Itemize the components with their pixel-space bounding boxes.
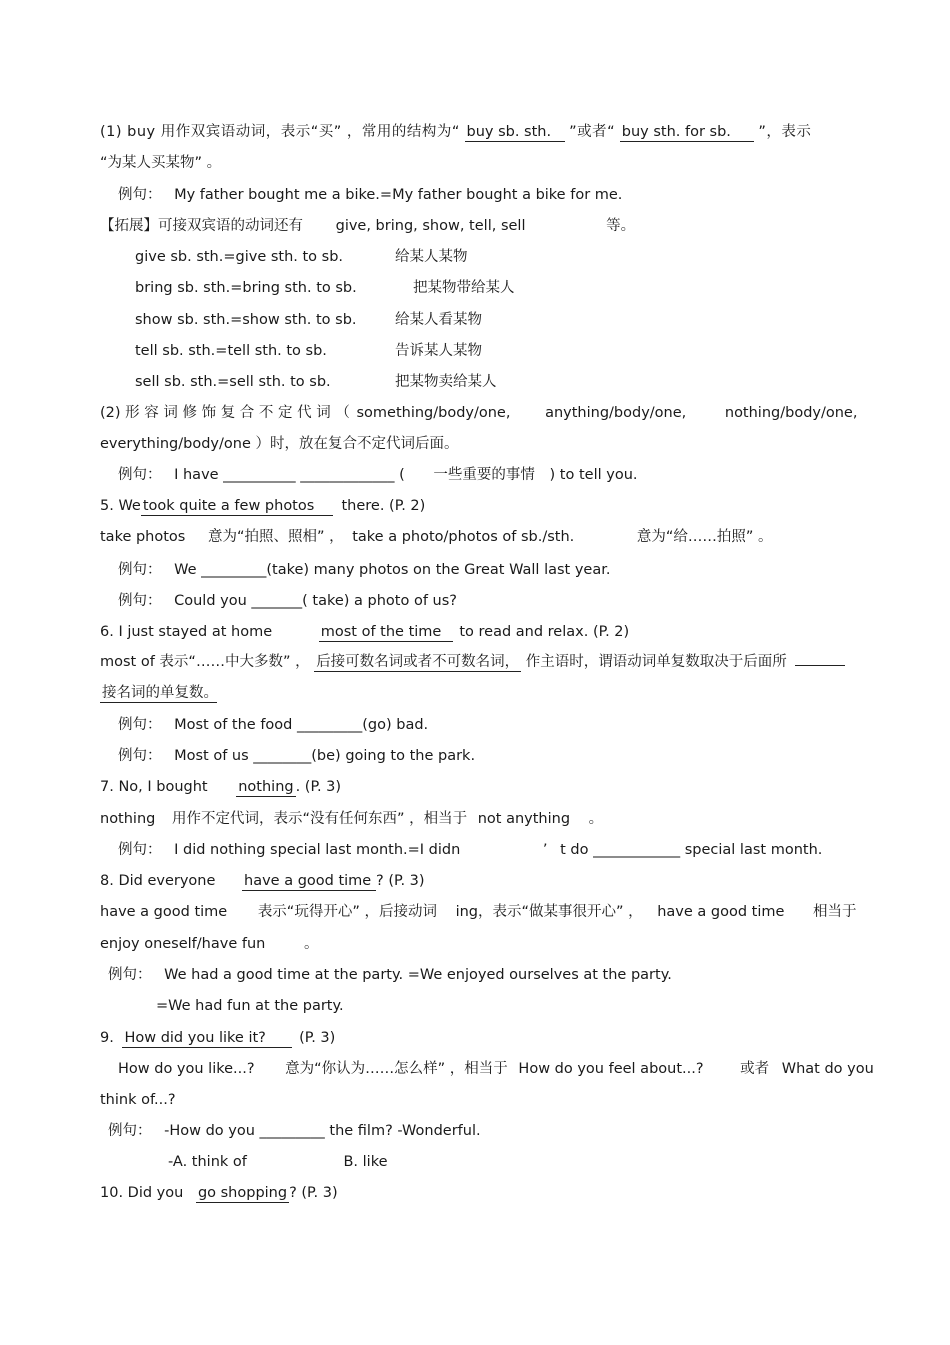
example-text: -How do you _________ the film? -Wonderful.	[164, 1123, 481, 1139]
example-text: Most of the food _________(go) bad.	[174, 717, 429, 733]
nothing-rule-end: 。	[588, 811, 604, 827]
item-8-start: 8. Did everyone	[100, 873, 216, 889]
most-of-underlined-rule: 后接可数名词或者不可数名词，	[316, 654, 520, 670]
options-line	[168, 1152, 388, 1172]
extension-verbs: give, bring, show, tell, sell	[335, 218, 526, 234]
most-of-rule-cont: 作主语时，谓语动词单复数取决于后面所	[525, 654, 787, 670]
item-6-start: 6. I just stayed at home	[100, 624, 273, 640]
phrase-enjoy-oneself: enjoy oneself/have fun	[100, 936, 266, 952]
rule-underline-tail	[795, 665, 845, 666]
adjective-rule-intro: (2) 形 容 词 修 饰 复 合 不 定 代 词 （	[100, 405, 350, 421]
example-blank-text: I have __________ _____________ (	[174, 467, 405, 483]
adjective-rule-line	[100, 403, 857, 423]
item-8-end: ? (P. 3)	[376, 873, 425, 889]
phrase-how-do-you-feel-about: How do you feel about...?	[518, 1061, 704, 1077]
example-label: 例句：	[118, 593, 162, 609]
take-a-photo-meaning: 意为“给……拍照” 。	[636, 529, 773, 545]
phrase-what-do-you: What do you	[781, 1061, 874, 1077]
example-label: 例句：	[118, 467, 162, 483]
example-most-1	[118, 715, 428, 735]
apostrophe: ’	[542, 842, 548, 858]
pair-bring-cn: 把某物带给某人	[413, 280, 515, 296]
example-label: 例句：	[118, 748, 162, 764]
most-of-intro: most of 表示“……中大多数” ，	[100, 654, 310, 670]
answer-most-of-the-time: most of the time	[319, 623, 453, 642]
item-7-start: 7. No, I bought	[100, 779, 208, 795]
answer-have-a-good-time: have a good time	[242, 872, 376, 891]
extension-line	[100, 216, 635, 236]
example-text: We had a good time at the party. =We enjoyed ourselves at the party.	[164, 967, 672, 983]
pair-show-en: show sb. sth.=show sth. to sb.	[135, 312, 357, 328]
pair-give-cn: 给某人某物	[395, 249, 468, 265]
item-7-line	[100, 777, 341, 797]
phrase-take-a-photo-of: take a photo/photos of sb./sth.	[352, 529, 575, 545]
pair-show-cn: 给某人看某物	[395, 312, 482, 328]
item-6-end: to read and relax. (P. 2)	[459, 624, 630, 640]
example-label: 例句：	[108, 1123, 152, 1139]
take-photos-meaning: 意为“拍照、照相” ，	[207, 529, 344, 545]
phrase-have-a-good-time: have a good time	[100, 904, 228, 920]
item-5-start: 5. We	[100, 498, 141, 514]
extension-label: 【拓展】可接双宾语的动词还有	[100, 218, 303, 234]
enjoy-oneself-line	[100, 934, 318, 954]
example-good-time	[108, 965, 672, 985]
pair-tell-cn: 告诉某人某物	[395, 343, 482, 359]
have-good-time-rule-line	[100, 902, 857, 922]
meaning-lead: ”，表示	[758, 124, 812, 140]
example-hint: 一些重要的事情	[433, 467, 535, 483]
enjoy-end: 。	[303, 936, 319, 952]
example-text: I did nothing special last month.=I didn	[174, 842, 461, 858]
option-a: -A. think of	[168, 1154, 247, 1170]
how-like-rule-line	[118, 1059, 874, 1079]
answer-how-did-you-like-it: How did you like it?	[122, 1029, 292, 1048]
nothing-rule-line	[100, 809, 603, 829]
answer-took-photos: took quite a few photos	[141, 497, 333, 516]
buy-rule-line	[100, 122, 811, 142]
equivalent-label: 相当于	[813, 904, 857, 920]
buy-meaning-line: “为某人买某物” 。	[100, 155, 222, 171]
item-10-end: ? (P. 3)	[289, 1185, 338, 1201]
item-10-start: 10. Did you	[100, 1185, 184, 1201]
example-most-2	[118, 746, 475, 766]
answer-buy-sth-for-sb: buy sth. for sb.	[620, 123, 754, 142]
item-9-end: (P. 3)	[299, 1030, 336, 1046]
pair-show	[135, 310, 482, 330]
item-8-line	[100, 871, 425, 891]
item-5-end: there. (P. 2)	[341, 498, 426, 514]
phrase-have-a-good-time-2: have a good time	[657, 904, 785, 920]
item-6-line	[100, 622, 629, 642]
think-of-line: think of...?	[100, 1092, 176, 1108]
most-of-line	[100, 652, 845, 672]
adjective-rule-end: everything/body/one ）时，放在复合不定代词后面。	[100, 436, 459, 452]
pair-give	[135, 247, 468, 267]
buy-rule-intro: (1) buy 用作双宾语动词，表示“买” ，常用的结构为“	[100, 124, 460, 140]
phrase-take-photos: take photos	[100, 529, 186, 545]
take-photos-line	[100, 527, 773, 547]
pair-tell-en: tell sb. sth.=tell sth. to sb.	[135, 343, 327, 359]
have-good-time-ing: ing，表示“做某事很开心” ，	[455, 904, 643, 920]
example-text-cont: t do ____________ special last month.	[560, 842, 823, 858]
word-nothing: nothing	[100, 811, 156, 827]
pronoun-something: something/body/one,	[356, 405, 511, 421]
answer-go-shopping: go shopping	[197, 1185, 288, 1201]
example-nothing	[118, 840, 822, 860]
nothing-rule: 用作不定代词，表示“没有任何东西” ，相当于	[171, 811, 468, 827]
example-good-time-cont: =We had fun at the party.	[156, 998, 344, 1014]
example-buy	[118, 185, 622, 205]
how-like-meaning: 意为“你认为……怎么样” ，相当于	[285, 1061, 508, 1077]
option-b: B. like	[343, 1154, 388, 1170]
example-label: 例句：	[118, 842, 162, 858]
item-5-line	[100, 496, 425, 516]
or-label: 或者	[740, 1061, 770, 1077]
pair-bring	[135, 278, 515, 298]
or-text: ”或者“	[569, 124, 616, 140]
item-9-number: 9.	[100, 1030, 114, 1046]
example-text: Could you _______( take) a photo of us?	[174, 593, 457, 609]
pair-tell	[135, 341, 482, 361]
extension-end: 等。	[606, 218, 636, 234]
item-9-line	[100, 1028, 335, 1048]
most-of-rule-end-line	[100, 683, 217, 703]
have-good-time-meaning: 表示“玩得开心” ，后接动词	[257, 904, 437, 920]
example-text: We _________(take) many photos on the Great Wall last year.	[174, 562, 611, 578]
example-label: 例句：	[118, 562, 162, 578]
answer-nothing: nothing	[238, 779, 294, 795]
example-take-1	[118, 560, 610, 580]
most-of-rule-end: 接名词的单复数。	[102, 685, 218, 701]
example-take-2	[118, 591, 457, 611]
example-adjective	[118, 465, 638, 485]
pronoun-nothing: nothing/body/one,	[724, 405, 858, 421]
phrase-how-do-you-like: How do you like...?	[118, 1061, 255, 1077]
example-label: 例句：	[118, 187, 162, 203]
pair-give-en: give sb. sth.=give sth. to sb.	[135, 249, 344, 265]
pair-sell	[135, 372, 497, 392]
pair-sell-en: sell sb. sth.=sell sth. to sb.	[135, 374, 331, 390]
pair-sell-cn: 把某物卖给某人	[395, 374, 497, 390]
item-10-line	[100, 1183, 338, 1203]
phrase-not-anything: not anything	[477, 811, 571, 827]
answer-buy-sb-sth: buy sb. sth.	[465, 123, 565, 142]
example-how-like	[108, 1121, 481, 1141]
pair-bring-en: bring sb. sth.=bring sth. to sb.	[135, 280, 357, 296]
pronoun-anything: anything/body/one,	[545, 405, 687, 421]
example-label: 例句：	[108, 967, 152, 983]
example-text: Most of us ________(be) going to the park.	[174, 748, 476, 764]
example-end: ) to tell you.	[549, 467, 638, 483]
item-7-end: . (P. 3)	[295, 779, 342, 795]
example-text: My father bought me a bike.=My father bought a bike for me.	[174, 187, 623, 203]
example-label: 例句：	[118, 717, 162, 733]
